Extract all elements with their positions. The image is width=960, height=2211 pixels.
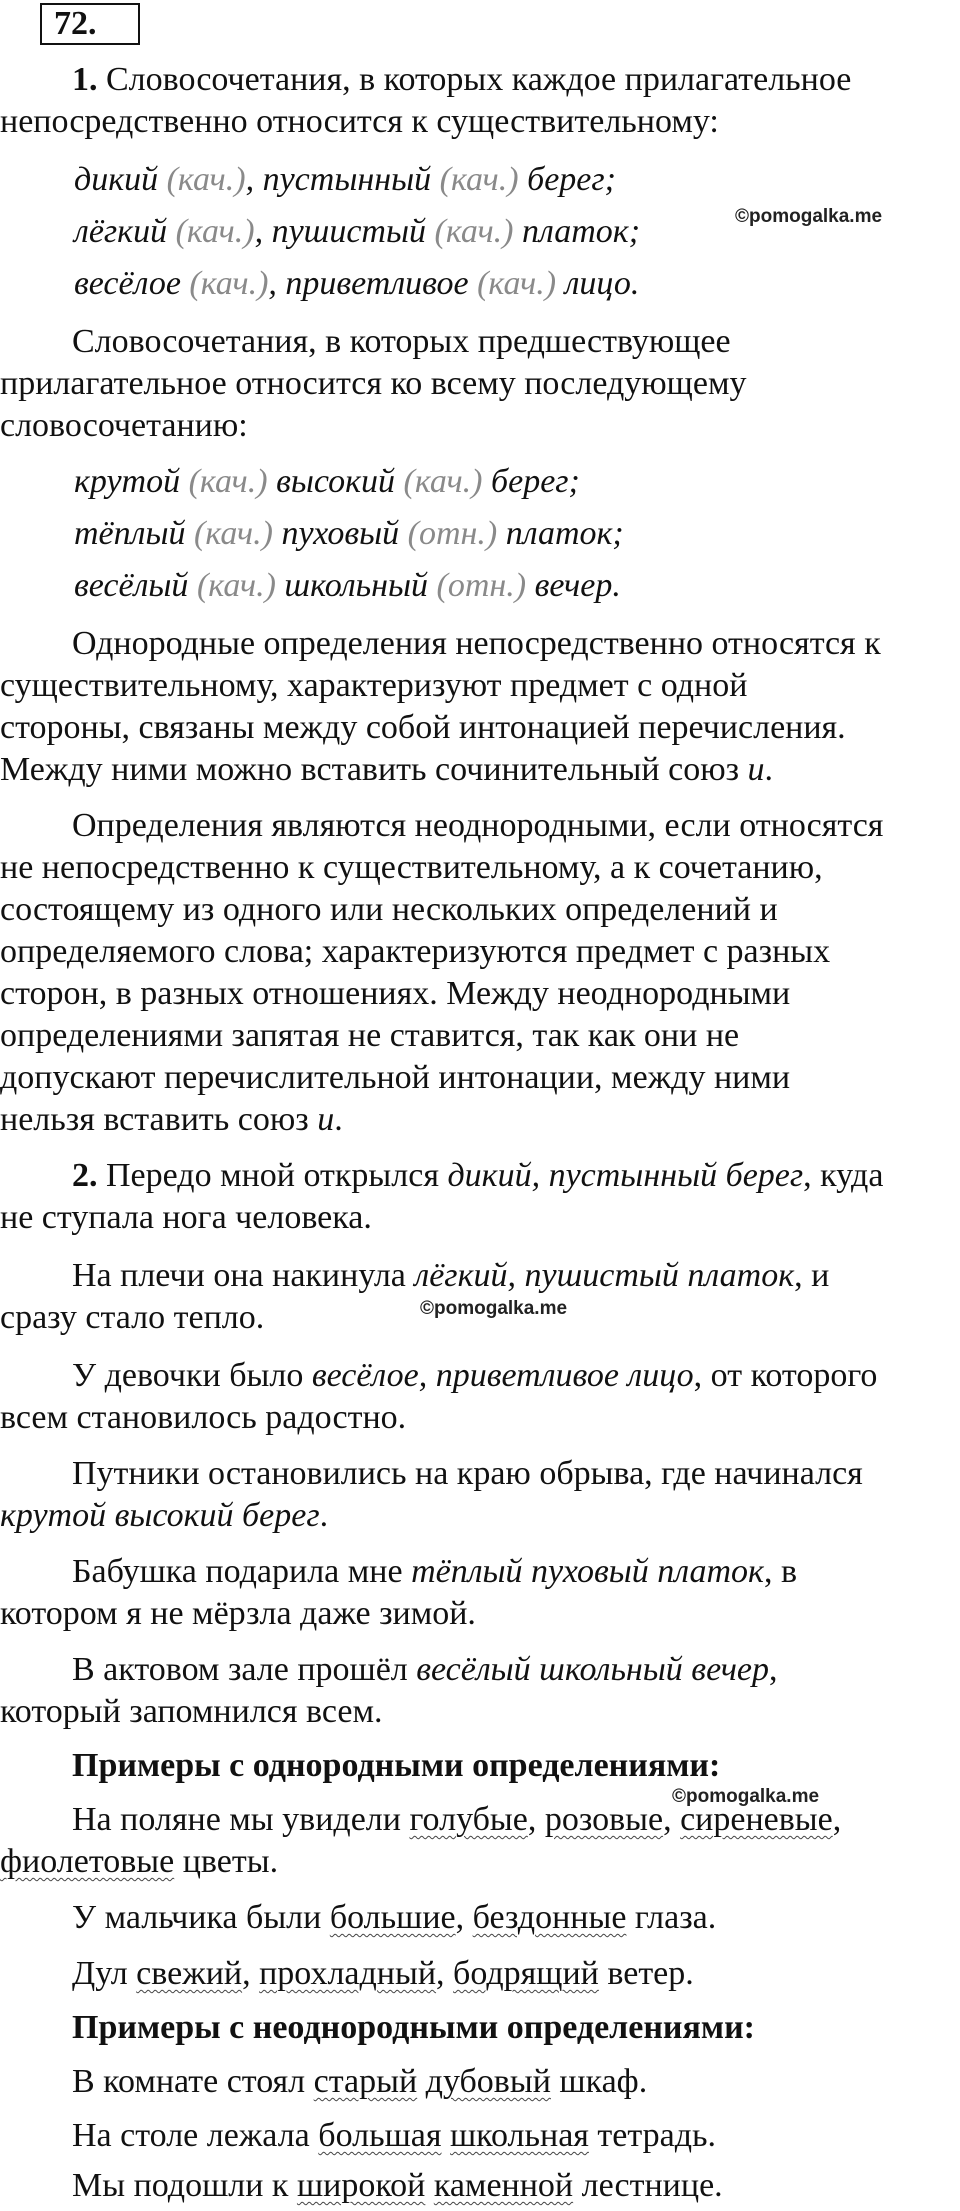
example-sentence: Дул свежий, прохладный, бодрящий ветер. xyxy=(72,1955,694,1992)
paragraph-line: Определения являются неоднородными, если относятся xyxy=(72,807,884,844)
paragraph-line: стороны, связаны между собой интонацией перечисления. xyxy=(0,709,846,746)
paragraph-line: допускают перечислительной интонации, между ними xyxy=(0,1059,791,1096)
example-sentence: фиолетовые цветы. xyxy=(0,1843,279,1880)
example-sentence: На столе лежала большая школьная тетрадь. xyxy=(72,2117,717,2154)
paragraph-line: существительному, характеризуют предмет с одной xyxy=(0,667,748,704)
paragraph-line: определениями запятая не ставится, так как они не xyxy=(0,1017,740,1054)
part1-intro-line xyxy=(72,60,851,100)
sentence-line: крутой высокий берег. xyxy=(0,1497,329,1534)
paragraph-line: Однородные определения непосредственно относятся к xyxy=(72,625,881,662)
sentence-line: На плечи она накинула лёгкий, пушистый платок, и xyxy=(72,1257,830,1294)
phrase-example: крутой (кач.) высокий (кач.) берег; xyxy=(74,463,580,500)
part1-intro2-line: словосочетанию: xyxy=(0,407,248,444)
phrase-example: весёлый (кач.) школьный (отн.) вечер. xyxy=(74,567,621,604)
sentence-line: У девочки было весёлое, приветливое лицо, от которого xyxy=(72,1357,878,1394)
section-heading: Примеры с неоднородными определениями: xyxy=(72,2009,755,2046)
phrase-example: весёлое (кач.), приветливое (кач.) лицо. xyxy=(74,265,640,302)
watermark: ©pomogalka.me xyxy=(735,206,883,227)
phrase-example: лёгкий (кач.), пушистый (кач.) платок; xyxy=(74,213,641,250)
paragraph-line: состоящему из одного или нескольких определений и xyxy=(0,891,778,928)
paragraph-line: нельзя вставить союз и. xyxy=(0,1101,343,1138)
paragraph-line: Между ними можно вставить сочинительный союз и. xyxy=(0,751,774,788)
phrase-example: дикий (кач.), пустынный (кач.) берег; xyxy=(74,161,616,198)
example-sentence: Мы подошли к широкой каменной лестнице. xyxy=(72,2167,723,2204)
paragraph-line: определяемого слова; характеризуются предмет с разных xyxy=(0,933,831,970)
example-sentence: В комнате стоял старый дубовый шкаф. xyxy=(72,2063,648,2100)
sentence-line: сразу стало тепло. xyxy=(0,1299,265,1336)
paragraph-line: не непосредственно к существительному, а к сочетанию, xyxy=(0,849,823,886)
part2-number: 2. xyxy=(72,1157,98,1194)
sentence-line: котором я не мёрзла даже зимой. xyxy=(0,1595,476,1632)
sentence-line: всем становилось радостно. xyxy=(0,1399,407,1436)
example-sentence: У мальчика были большие, бездонные глаза. xyxy=(72,1899,717,1936)
phrase-example: тёплый (кач.) пуховый (отн.) платок; xyxy=(74,515,624,552)
watermark: ©pomogalka.me xyxy=(420,1298,568,1319)
sentence-line: не ступала нога человека. xyxy=(0,1199,372,1236)
sentence-line: Бабушка подарила мне тёплый пуховый платок, в xyxy=(72,1553,797,1590)
watermark: ©pomogalka.me xyxy=(672,1786,820,1807)
text: Словосочетания, в которых каждое прилагательное xyxy=(106,61,852,98)
sentence-line: В актовом зале прошёл весёлый школьный вечер, xyxy=(72,1651,778,1688)
paragraph-line: сторон, в разных отношениях. Между неоднородными xyxy=(0,975,791,1012)
sentence-line: который запомнился всем. xyxy=(0,1693,383,1730)
part1-number: 1. xyxy=(72,61,98,98)
section-heading: Примеры с однородными определениями: xyxy=(72,1747,721,1784)
sentence-line: 2. Передо мной открылся дикий, пустынный берег, куда xyxy=(72,1157,884,1194)
example-sentence: На поляне мы увидели голубые, розовые, сиреневые, xyxy=(72,1801,842,1838)
exercise-number: 72. xyxy=(40,3,140,45)
sentence-line: Путники остановились на краю обрыва, где начинался xyxy=(72,1455,863,1492)
part1-intro2-line: прилагательное относится ко всему последующему xyxy=(0,365,747,402)
part1-intro2-line: Словосочетания, в которых предшествующее xyxy=(72,323,731,360)
part1-intro-line: непосредственно относится к существительному: xyxy=(0,103,719,140)
